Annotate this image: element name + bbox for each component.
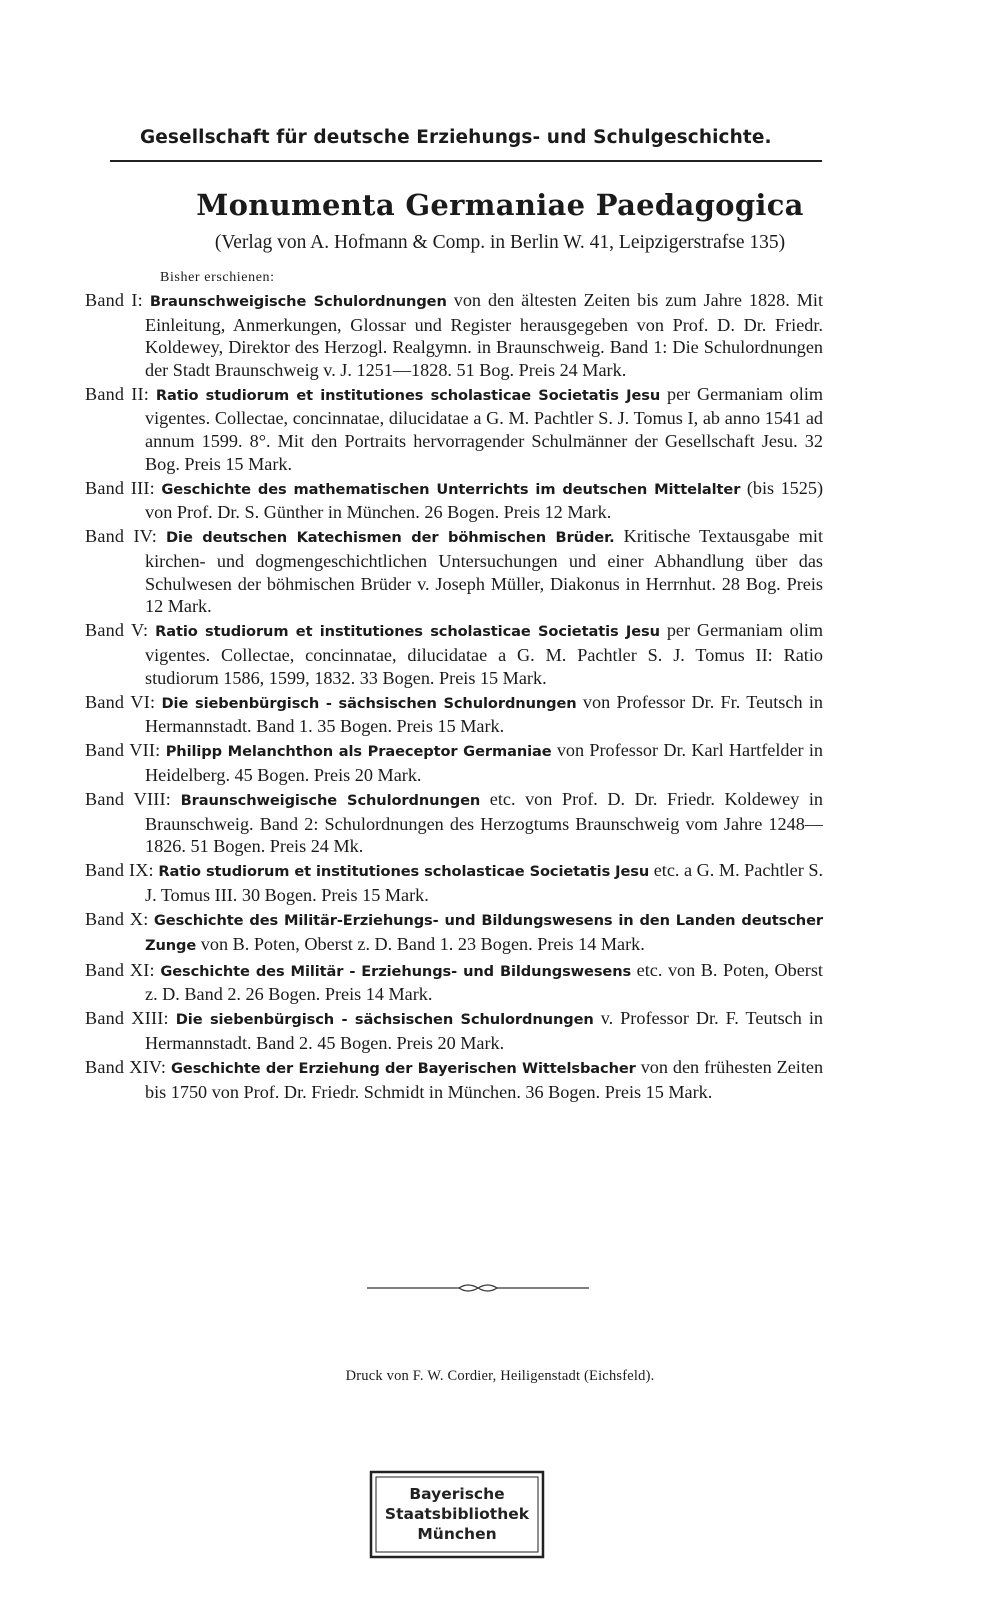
volume-title: Braunschweigische Schulordnungen [149,293,447,310]
volume-details: per Germaniam olim vigentes. Collectae, concinnatae, dilucidatae a G. M. Pachtler S. J. Tomus I, ab anno 1541 ad annum 1599. 8°. Mit den Portraits hervorragender Schulmänner der Gesellschaft Jesu. 32 Bog. Preis 15 Mark. [145,383,824,474]
volume-details: etc. a G. M. Pachtler S. J. Tomus III. 30 Bogen. Preis 15 Mark. [145,860,823,905]
volume-title: Ratio studiorum et institutiones scholasticae Societatis Jesu [158,863,650,881]
volume-entry [85,959,823,1006]
volume-label: Band XIII: [85,1008,169,1029]
heading-rule [110,160,822,162]
volume-entry [85,477,823,524]
volume-label: Band XI: [85,959,155,980]
printer-imprint: Druck von F. W. Cordier, Heiligenstadt (Eichsfeld). [345,1368,655,1384]
stamp-line: München [417,1525,497,1543]
volume-title: Ratio studiorum et institutiones scholasticae Societatis Jesu [155,386,661,404]
volume-entry [85,1056,823,1103]
volume-details: von den ältesten Zeiten bis zum Jahre 1828. Mit Einleitung, Anmerkungen, Glossar und Register herausgegeben von Prof. D. Dr. Friedr. Koldewey, Direktor des Herzogl. Realgymn. in Braunschweig. Band 1: Die Schulordnungen der Stadt Braunschweig v. J. 1251—1828. 51 Bog. Preis 24 Mark. [145,290,824,380]
volume-entry [85,739,823,786]
volume-label: Band XIV: [85,1057,167,1077]
volume-title: Braunschweigische Schulordnungen [180,791,481,809]
volume-title: Ratio studiorum et institutiones scholasticae Societatis Jesu [155,623,660,641]
volume-label: Band II: [85,383,149,404]
volume-details: von den frühesten Zeiten bis 1750 von Prof. Dr. Friedr. Schmidt in München. 36 Bogen. Preis 15 Mark. [145,1057,824,1102]
volume-details: etc. von Prof. D. Dr. Friedr. Koldewey in Braunschweig. Band 2: Schulordnungen des Herzogtums Braunschweig vom Jahre 1248—1826. 51 Bogen. Preis 24 Mk. [145,788,824,857]
volume-title: Geschichte der Erziehung der Bayerischen Wittelsbacher [171,1060,636,1077]
volume-entry [85,1007,823,1054]
volume-entry [85,525,823,617]
volume-entry [85,383,823,475]
volume-label: Band V: [85,620,149,641]
volume-title: Die siebenbürgisch - sächsischen Schulordnungen [175,1011,594,1029]
volume-details: Kritische Textausgabe mit kirchen- und dogmengeschichtlichen Untersuchungen und einer Abhandlung über das Schulwesen der böhmischen Brüder v. Joseph Müller, Diakonus in Herrnhut. 28 Bog. Preis 12 Mark. [145,526,824,617]
volume-title: Geschichte des Militär - Erziehungs- und Bildungswesens [160,962,632,980]
volume-label: Band III: [85,477,155,498]
volume-details: von Professor Dr. Fr. Teutsch in Hermannstadt. Band 1. 35 Bogen. Preis 15 Mark. [145,691,823,737]
volume-entry [85,289,823,381]
volume-label: Band VI: [85,691,156,712]
volume-label: Band VII: [85,740,161,761]
volume-title: Die siebenbürgisch - sächsischen Schulordnungen [161,694,577,712]
stamp-line: Staatsbibliothek [384,1505,530,1523]
volume-title: Die deutschen Katechismen der böhmischen Brüder. [166,529,615,547]
volume-entry [85,859,823,906]
volume-title: Geschichte des mathematischen Unterrichts im deutschen Mittelalter [161,480,741,498]
volume-title: Philipp Melanchthon als Praeceptor Germaniae [165,743,552,761]
stamp-line: Bayerische [409,1485,505,1503]
library-stamp [369,1470,545,1559]
volume-details: (bis 1525) von Prof. Dr. S. Günther in München. 26 Bogen. Preis 12 Mark. [145,477,824,523]
volume-list [85,289,823,1105]
volume-details: von B. Poten, Oberst z. D. Band 1. 23 Bogen. Preis 14 Mark. [200,933,645,954]
volume-entry [85,691,823,738]
series-title: Monumenta Germaniae Paedagogica [196,188,804,222]
volume-entry [85,908,823,957]
volume-label: Band I: [85,290,143,310]
intro-label: Bisher erschienen: [160,270,275,285]
stamp-text [369,1484,545,1544]
volume-label: Band IX: [85,860,154,881]
volume-label: Band VIII: [85,788,172,809]
volume-label: Band X: [85,908,149,929]
ornament-divider [367,1281,589,1295]
volume-details: etc. von B. Poten, Oberst z. D. Band 2. 26 Bogen. Preis 14 Mark. [145,959,823,1005]
publisher-line: (Verlag von A. Hofmann & Comp. in Berlin W. 41, Leipzigerstrafse 135) [214,232,786,253]
volume-details: per Germaniam olim vigentes. Collectae, concinnatae, dilucidatae a G. M. Pachtler S. J. Tomus II: Ratio studiorum 1586, 1599, 1832. 33 Bogen. Preis 15 Mark. [145,620,824,688]
volume-label: Band IV: [85,526,157,547]
volume-entry [85,619,823,689]
volume-entry [85,788,823,858]
volume-details: v. Professor Dr. F. Teutsch in Hermannstadt. Band 2. 45 Bogen. Preis 20 Mark. [145,1008,823,1053]
volume-details: von Professor Dr. Karl Hartfelder in Heidelberg. 45 Bogen. Preis 20 Mark. [145,740,824,785]
society-heading: Gesellschaft für deutsche Erziehungs- und Schulgeschichte. [140,127,772,148]
volume-title: Geschichte des Militär-Erziehungs- und Bildungswesens in den Landen deutscher Zunge [145,911,823,954]
